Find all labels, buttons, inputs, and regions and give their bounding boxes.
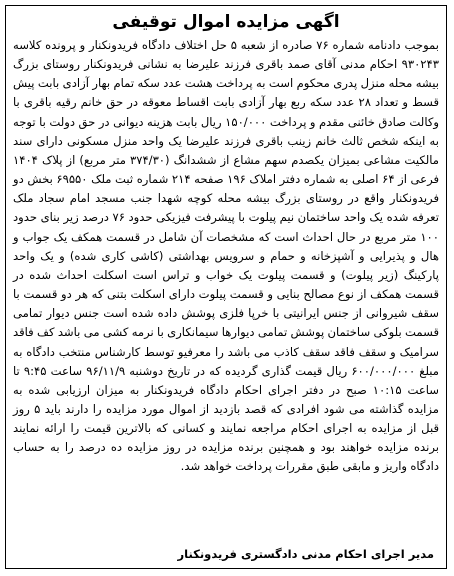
notice-frame <box>5 5 447 569</box>
notice-signature: مدیر اجرای احکام مدنی دادگستری فریدونکنار <box>177 547 434 561</box>
notice-body: بموجب دادنامه شماره ۷۶ صادره از شعبه ۵ حل اختلاف دادگاه فریدونکنار و پرونده کلاسه ۹۳۰۲۴۳ احکام مدنی آقای صمد باقری فرزند علیرضا به نشانی فریدونکنار روستای بزرگ بیشه محله منزل پدری محکوم است به پرداخت هشت عدد سکه تمام بهار آزادی بابت پیش قسط و تعداد ۲۸ عدد سکه ربع بهار آزادی بابت اقساط معوقه در حق خانم رقیه باقری با وکالت صادق خائنی مقدم و پرداخت ۱۵۰/۰۰۰ ریال بابت هزینه دیوانی در حق دولت با توجه به اینکه شخص ثالث خانم زینب باقری فرزند علیرضا یک واحد منزل مسکونی دارای سند مالکیت مشاعی بمیزان یکصدم سهم مشاع از ششدانگ (۳۷۴/۳۰ متر مربع) از پلاک ۱۴۰۴ فرعی از ۶۴ اصلی به شماره دفتر املاک ۱۹۶ صفحه ۲۱۴ شماره ثبت ملک ۶۹۵۵۰ بخش دو فریدونکنار واقع در روستای بزرگ بیشه محله کوچه شهدا جنب مسجد امام سجاد ملک تعرفه شده یک واحد ساختمان نیم پیلوت با پیشرفت فیزیکی حدود ۷۶ درصد زیر بنای حدود ۱۰۰ متر مربع در حال احداث است که مشخصات آن شامل در قسمت همکف یک جواب و هال و پذیرایی و آشپزخانه و حمام و سرویس بهداشتی (کاشی کاری شده) و یک واحد پارکینگ (زیر پیلوت) و قسمت پیلوت یک خواب و تراس است اسکلت احداث شده در قسمت همکف از نوع مصالح بنایی و قسمت پیلوت دارای اسکلت بتنی که هر دو قسمت با سقف شیروانی از جنس ایرانیتی با خرپا فلزی پوشش داده شده است جنس دیوار تمامی قسمت بلوکی ساختمان پوشش تمامی دیوارها سیمانکاری با نرمه کشی می باشد کف فاقد سرامیک و سقف فاقد سقف کاذب می باشد را معرفیو توسط کارشناس منتخب دادگاه به مبلغ ۶۰۰/۰۰۰/۰۰۰ ریال قیمت گذاری گردیده که در تاریخ دوشنبه ۹۶/۱۱/۹ ساعت ۹:۴۵ تا ساعت ۱۰:۱۵ صبح در دفتر اجرای احکام دادگاه فریدونکنار به میزان ارزیابی شده به مزایده گذاشته می شود افرادی که قصد بازدید از اموال مورد مزایده را دارند باید ۵ روز قبل از مزایده به اجرای احکام مراجعه نمایند و کسانی که بالاترین قیمت را ارائه نمایند برنده مزایده خواهند بود و همچنین برنده مزایده در روز مزایده ده درصد را به حساب دادگاه واریز و مابقی طبق مقررات پرداخت خواهد شد. <box>13 38 440 474</box>
notice-title: اگهی مزایده اموال توقیفی <box>112 12 340 32</box>
